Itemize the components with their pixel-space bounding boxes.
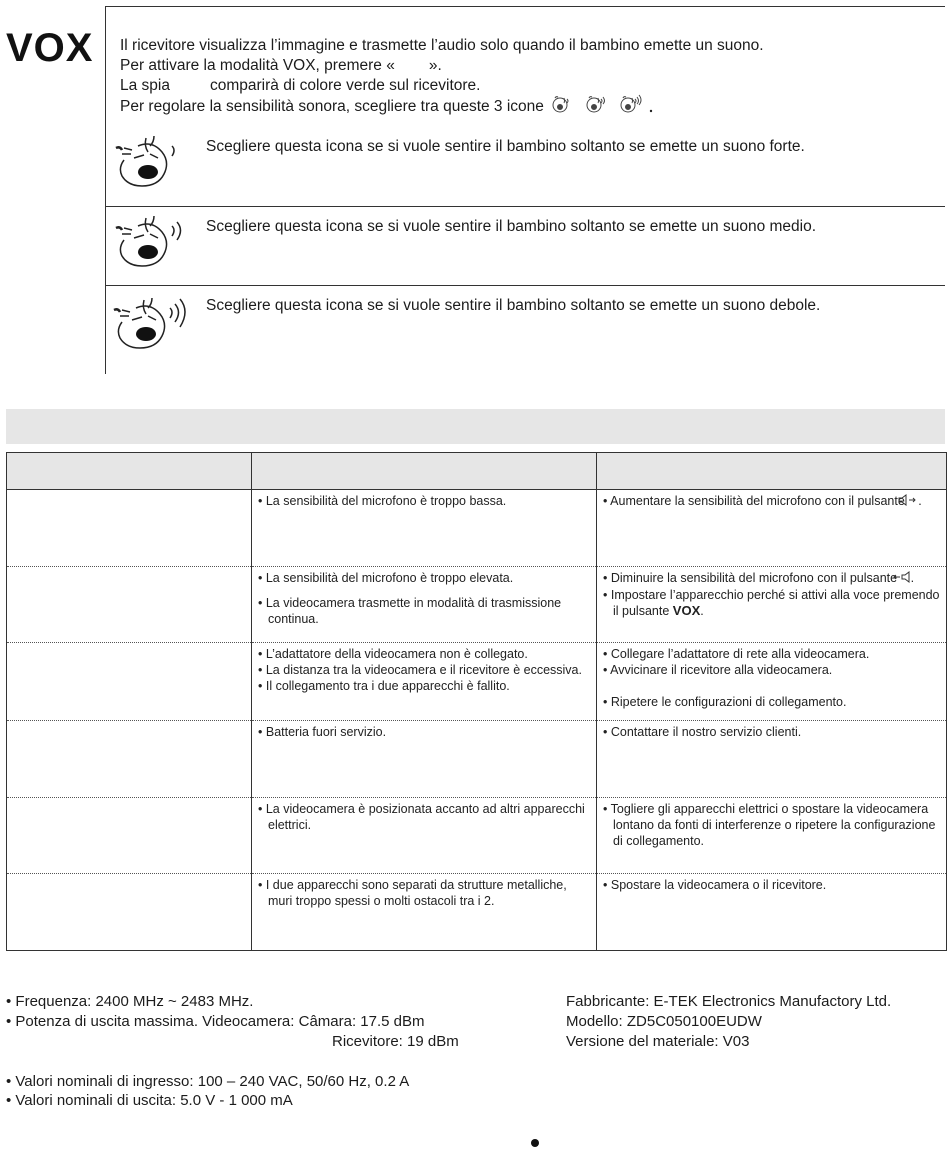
cause-item: • La sensibilità del microfono è troppo elevata. bbox=[258, 571, 514, 585]
solution-item: • Diminuire la sensibilità del microfono con il pulsante . bbox=[603, 571, 915, 585]
solution-text: Impostare l’apparecchio perché si attivi alla voce premendo il pulsante bbox=[610, 587, 940, 618]
cause-text: La videocamera è posizionata accanto ad altri apparecchi elettrici. bbox=[265, 802, 585, 832]
table-row bbox=[7, 874, 947, 951]
option-soft-text: Scegliere questa icona se si vuole sentire il bambino soltanto se emette un suono debole. bbox=[206, 297, 821, 314]
cause-item: • Batteria fuori servizio. bbox=[258, 725, 387, 739]
solution-text: Contattare il nostro servizio clienti. bbox=[610, 725, 802, 739]
solution-cell bbox=[597, 490, 947, 567]
spec-frequency: • Frequenza: 2400 MHz ~ 2483 MHz. bbox=[6, 993, 254, 1010]
option-medium-text: Scegliere questa icona se si vuole sentire il bambino soltanto se emette un suono medio. bbox=[206, 218, 817, 235]
problem-cell bbox=[7, 721, 252, 798]
cause-text: Il collegamento tra i due apparecchi è fallito. bbox=[265, 679, 510, 693]
solution-item: • Ripetere le configurazioni di collegamento. bbox=[603, 695, 847, 709]
problem-cell bbox=[7, 643, 252, 721]
cause-item: • La distanza tra la videocamera e il ricevitore è eccessiva. bbox=[258, 663, 582, 677]
vox-button-label: VOX bbox=[672, 602, 701, 618]
solution-text: Diminuire la sensibilità del microfono con il pulsante bbox=[610, 571, 898, 585]
cause-text: La distanza tra la videocamera e il ricevitore è eccessiva. bbox=[265, 663, 582, 677]
spec-power: • Potenza di uscita massima. Videocamera: Câmara: 17.5 dBm bbox=[6, 1013, 425, 1030]
table-row bbox=[7, 643, 947, 721]
table-header-solution bbox=[597, 453, 947, 490]
table-header-problem bbox=[7, 453, 252, 490]
spec-version: Versione del materiale: V03 bbox=[566, 1033, 750, 1050]
table-row bbox=[7, 490, 947, 567]
solution-item: • Aumentare la sensibilità del microfono con il pulsante . bbox=[603, 494, 922, 508]
intro-line-3-suffix: comparirà di colore verde sul ricevitore. bbox=[209, 77, 481, 94]
crying-baby-soft-icon bbox=[108, 292, 192, 356]
cause-item: • La videocamera trasmette in modalità di trasmissione continua. bbox=[258, 596, 562, 626]
spec-input: • Valori nominali di ingresso: 100 – 240 VAC, 50/60 Hz, 0.2 A bbox=[6, 1073, 410, 1090]
table-row bbox=[7, 798, 947, 874]
cause-cell bbox=[252, 643, 597, 721]
solution-cell bbox=[597, 798, 947, 874]
solution-cell bbox=[597, 567, 947, 643]
page-bullet-dot bbox=[531, 1139, 539, 1147]
volume-up-icon bbox=[908, 494, 918, 510]
section-title-vox: VOX bbox=[6, 26, 94, 70]
intro-line-3 bbox=[120, 76, 480, 96]
intro-line-1: Il ricevitore visualizza l’immagine e trasmette l’audio solo quando il bambino emette un suono. bbox=[120, 37, 764, 54]
solution-cell bbox=[597, 643, 947, 721]
solution-text: Collegare l’adattatore di rete alla videocamera. bbox=[610, 647, 870, 661]
solution-item: • Avvicinare il ricevitore alla videocamera. bbox=[603, 663, 833, 677]
option-divider-2 bbox=[105, 285, 945, 286]
solution-item: • Spostare la videocamera o il ricevitore. bbox=[603, 878, 827, 892]
solution-cell bbox=[597, 874, 947, 951]
cause-cell bbox=[252, 798, 597, 874]
cause-item: • L’adattatore della videocamera non è collegato. bbox=[258, 647, 528, 661]
problem-cell bbox=[7, 874, 252, 951]
cause-cell bbox=[252, 490, 597, 567]
cause-item: • La sensibilità del microfono è troppo bassa. bbox=[258, 494, 507, 508]
solution-item: • Contattare il nostro servizio clienti. bbox=[603, 725, 802, 739]
solution-cell bbox=[597, 721, 947, 798]
three-baby-icons bbox=[548, 94, 656, 114]
cause-item: • Il collegamento tra i due apparecchi è fallito. bbox=[258, 679, 510, 693]
table-header-cause bbox=[252, 453, 597, 490]
solution-item: • Collegare l’adattatore di rete alla videocamera. bbox=[603, 647, 870, 661]
crying-baby-loud-icon bbox=[110, 132, 190, 194]
cause-cell bbox=[252, 567, 597, 643]
table-row bbox=[7, 721, 947, 798]
intro-line-2-prefix: Per attivare la modalità VOX, premere « bbox=[120, 57, 395, 74]
intro-line-3-prefix: La spia bbox=[120, 77, 170, 94]
spec-output: • Valori nominali di uscita: 5.0 V - 1 000 mA bbox=[6, 1092, 293, 1109]
solution-text: Ripetere le configurazioni di collegamento. bbox=[610, 695, 847, 709]
table-row bbox=[7, 567, 947, 643]
problem-cell bbox=[7, 798, 252, 874]
volume-down-icon bbox=[901, 571, 911, 587]
intro-line-4-text: Per regolare la sensibilità sonora, scegliere tra queste 3 icone bbox=[120, 98, 544, 116]
option-divider-1 bbox=[105, 206, 945, 207]
option-loud-text: Scegliere questa icona se si vuole sentire il bambino soltanto se emette un suono forte. bbox=[206, 138, 805, 155]
sensitivity-icons-inline bbox=[548, 94, 656, 120]
cause-text: L’adattatore della videocamera non è collegato. bbox=[265, 647, 528, 661]
section-header-band bbox=[6, 409, 945, 444]
spec-power-receiver: Ricevitore: 19 dBm bbox=[332, 1033, 459, 1050]
cause-item: • La videocamera è posizionata accanto ad altri apparecchi elettrici. bbox=[258, 802, 585, 832]
cause-text: Batteria fuori servizio. bbox=[265, 725, 387, 739]
cause-text: I due apparecchi sono separati da strutture metalliche, muri troppo spessi o molti ostacoli tra i 2. bbox=[265, 878, 567, 908]
box-left-border bbox=[105, 6, 106, 374]
solution-item: • Impostare l’apparecchio perché si attivi alla voce premendo il pulsante VOX. bbox=[603, 587, 940, 618]
solution-item: • Togliere gli apparecchi elettrici o spostare la videocamera lontano da fonti di interferenze o ripetere la configurazione di collegamento. bbox=[603, 802, 936, 848]
box-top-border bbox=[105, 6, 945, 7]
cause-cell bbox=[252, 721, 597, 798]
cause-cell bbox=[252, 874, 597, 951]
crying-baby-medium-icon bbox=[110, 212, 190, 274]
spec-manufacturer: Fabbricante: E-TEK Electronics Manufactory Ltd. bbox=[566, 993, 892, 1010]
cause-text: La sensibilità del microfono è troppo bassa. bbox=[265, 494, 507, 508]
spec-model: Modello: ZD5C050100EUDW bbox=[566, 1013, 762, 1030]
cause-text: La sensibilità del microfono è troppo elevata. bbox=[265, 571, 514, 585]
problem-cell bbox=[7, 567, 252, 643]
intro-line-4 bbox=[120, 94, 656, 120]
solution-text: Aumentare la sensibilità del microfono con il pulsante bbox=[610, 494, 905, 508]
table-header-row bbox=[7, 453, 947, 490]
intro-line-2 bbox=[120, 56, 442, 76]
intro-line-2-suffix: ». bbox=[428, 57, 442, 74]
cause-text: La videocamera trasmette in modalità di trasmissione continua. bbox=[265, 596, 562, 626]
solution-text: Togliere gli apparecchi elettrici o spostare la videocamera lontano da fonti di interferenze o ripetere la configurazione di collegamento. bbox=[610, 802, 936, 848]
solution-text: Spostare la videocamera o il ricevitore. bbox=[610, 878, 827, 892]
problem-cell bbox=[7, 490, 252, 567]
troubleshooting-table bbox=[6, 452, 947, 951]
cause-item: • I due apparecchi sono separati da strutture metalliche, muri troppo spessi o molti ostacoli tra i 2. bbox=[258, 878, 567, 908]
solution-text: Avvicinare il ricevitore alla videocamera. bbox=[610, 663, 833, 677]
